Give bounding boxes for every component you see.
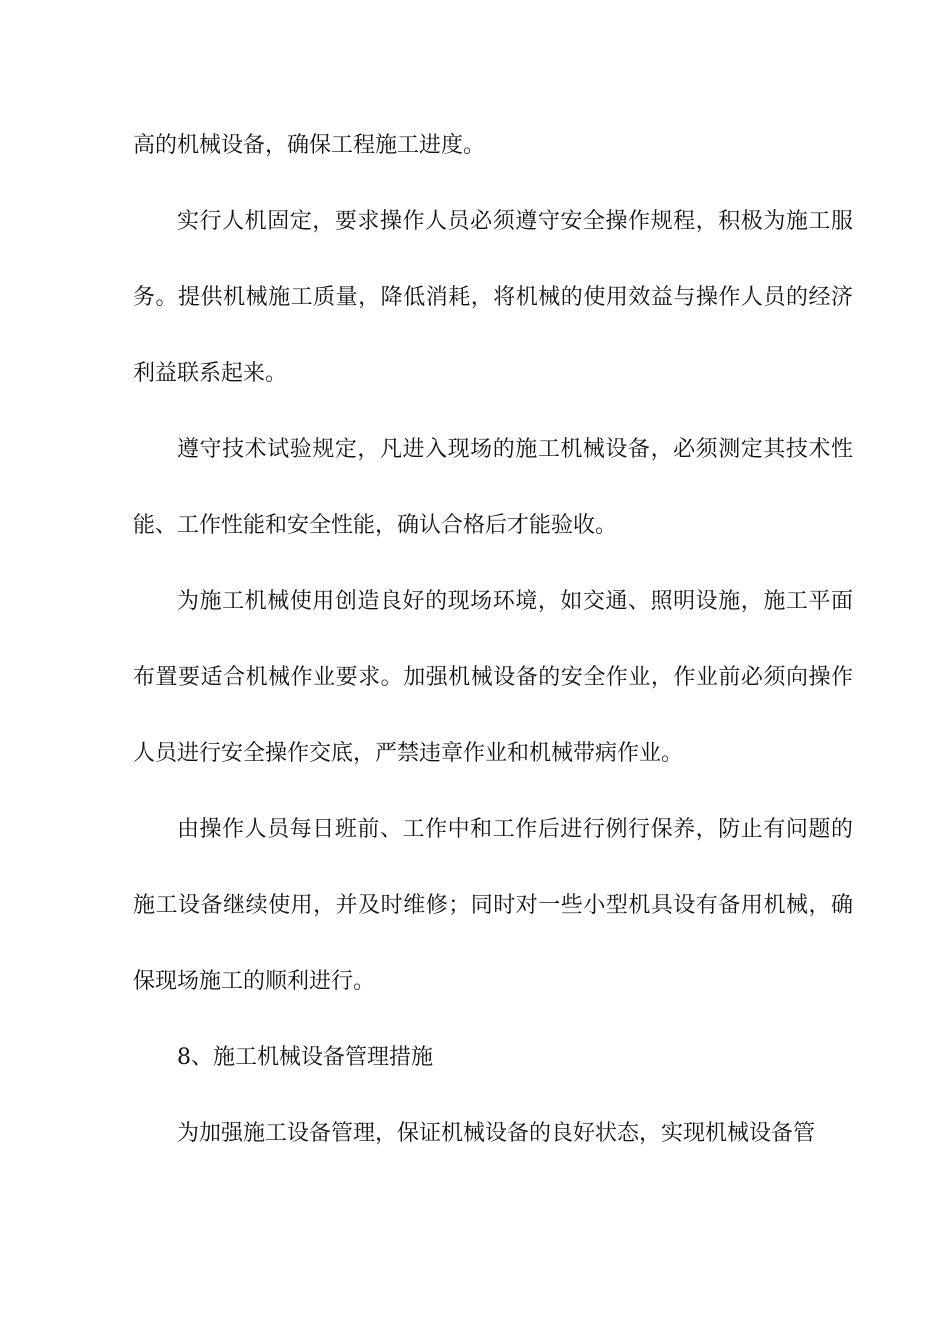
line-gap bbox=[133, 244, 853, 276]
line-gap bbox=[133, 852, 853, 884]
line-gap bbox=[133, 472, 853, 504]
paragraph-line: 为加强施工设备管理，保证机械设备的良好状态，实现机械设备管 bbox=[177, 1121, 816, 1146]
paragraph-line: 为施工机械使用创造良好的现场环境，如交通、照明设施，施工平面 bbox=[177, 589, 853, 614]
paragraph-line: 由操作人员每日班前、工作中和工作后进行例行保养，防止有问题的 bbox=[177, 817, 853, 842]
paragraph-line: 务。提供机械施工质量，降低消耗，将机械的使用效益与操作人员的经济 bbox=[133, 285, 853, 310]
body-text bbox=[133, 124, 853, 1156]
paragraph-line: 高的机械设备，确保工程施工进度。 bbox=[133, 133, 486, 158]
paragraph-line: 人员进行安全操作交底，严禁违章作业和机械带病作业。 bbox=[133, 741, 684, 766]
paragraph-gap bbox=[133, 1080, 853, 1112]
paragraph-line: 遵守技术试验规定，凡进入现场的施工机械设备，必须测定其技术性 bbox=[177, 437, 853, 462]
paragraph-line: 保现场施工的顺利进行。 bbox=[133, 969, 376, 994]
paragraph-line: 能、工作性能和安全性能，确认合格后才能验收。 bbox=[133, 513, 618, 538]
paragraph-gap bbox=[133, 168, 853, 200]
paragraph-gap bbox=[133, 396, 853, 428]
section-heading: 8、施工机械设备管理措施 bbox=[177, 1045, 433, 1070]
line-gap bbox=[133, 700, 853, 732]
paragraph-line: 布置要适合机械作业要求。加强机械设备的安全作业，作业前必须向操作 bbox=[133, 665, 853, 690]
line-gap bbox=[133, 624, 853, 656]
paragraph-gap bbox=[133, 548, 853, 580]
paragraph-gap bbox=[133, 1004, 853, 1036]
paragraph-line: 利益联系起来。 bbox=[133, 361, 288, 386]
paragraph-line: 实行人机固定，要求操作人员必须遵守安全操作规程，积极为施工服 bbox=[177, 209, 853, 234]
line-gap bbox=[133, 928, 853, 960]
line-gap bbox=[133, 320, 853, 352]
paragraph-line: 施工设备继续使用，并及时维修；同时对一些小型机具设有备用机械，确 bbox=[133, 893, 853, 918]
paragraph-gap bbox=[133, 776, 853, 808]
